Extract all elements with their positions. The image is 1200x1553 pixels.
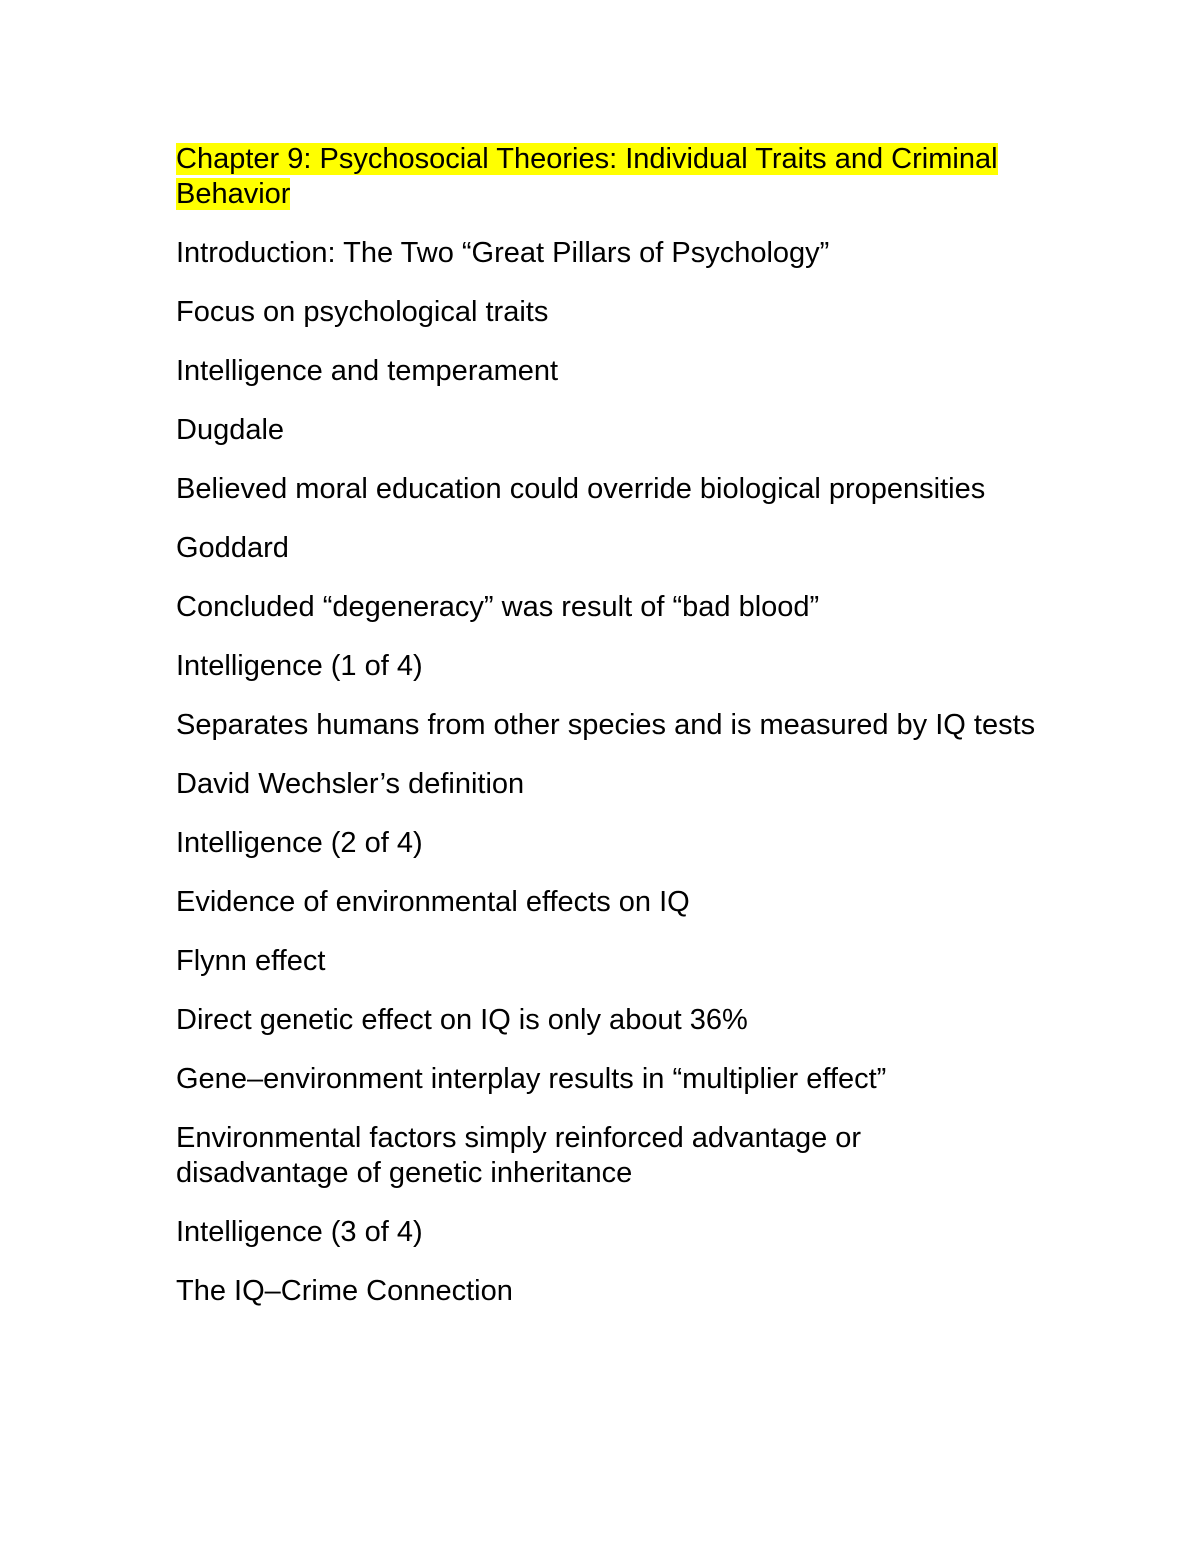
paragraph: David Wechsler’s definition xyxy=(176,768,525,800)
paragraph: Introduction: The Two “Great Pillars of Psychology” xyxy=(176,237,830,269)
paragraph: Intelligence (3 of 4) xyxy=(176,1216,423,1248)
paragraph: Environmental factors simply reinforced advantage or disadvantage of genetic inheritance xyxy=(176,1122,862,1189)
paragraph: Flynn effect xyxy=(176,945,326,977)
highlighted-title-text: Chapter 9: Psychosocial Theories: Individual Traits and Criminal Behavior xyxy=(176,143,998,210)
paragraph: Concluded “degeneracy” was result of “bad blood” xyxy=(176,591,820,623)
paragraph: Goddard xyxy=(176,532,289,564)
paragraph: Dugdale xyxy=(176,414,285,446)
paragraph: Intelligence and temperament xyxy=(176,355,559,387)
paragraph: Intelligence (2 of 4) xyxy=(176,827,423,859)
paragraph: Believed moral education could override biological propensities xyxy=(176,473,986,505)
paragraph: Gene–environment interplay results in “multiplier effect” xyxy=(176,1063,887,1095)
paragraph: Evidence of environmental effects on IQ xyxy=(176,886,690,918)
paragraph: Direct genetic effect on IQ is only about 36% xyxy=(176,1004,748,1036)
chapter-title xyxy=(176,142,1076,212)
document-body xyxy=(176,142,1076,1333)
paragraph: Focus on psychological traits xyxy=(176,296,549,328)
paragraph: Separates humans from other species and is measured by IQ tests xyxy=(176,709,1036,741)
paragraph: Intelligence (1 of 4) xyxy=(176,650,423,682)
paragraph: The IQ–Crime Connection xyxy=(176,1275,513,1307)
